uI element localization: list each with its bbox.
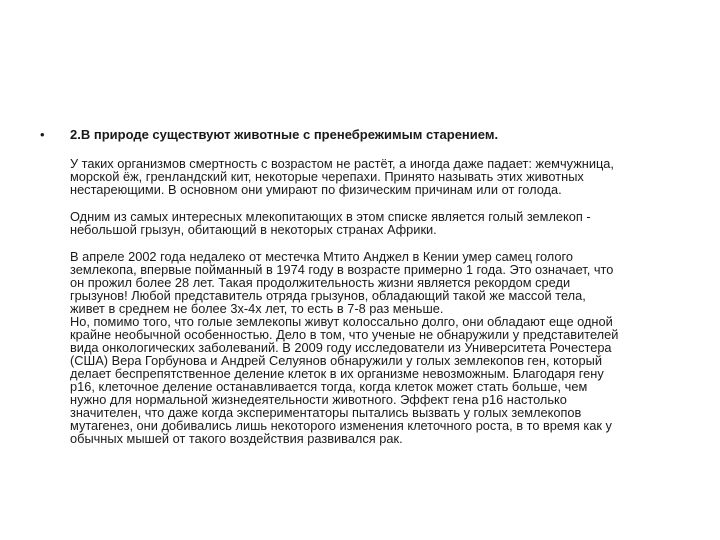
slide-heading: 2.В природе существуют животные с пренебрежимым старением. [70,127,499,142]
text-line: Но, помимо того, что голые землекопы живут колоссально долго, они обладают еще одной [70,314,613,329]
text-line: значителен, что даже когда экспериментаторы пытались вызвать у голых землекопов [70,405,582,420]
paragraph-mole-rat [70,210,682,236]
text-line: обычных мышей от такого воздействия развивался рак. [70,431,403,446]
text-line: мутагенез, они добивались лишь некоторого изменения клеточного роста, в то время как у [70,418,612,433]
paragraph-details [70,250,682,445]
text-line: живет в среднем не более 3х-4х лет, то есть в 7-8 раз меньше. [70,301,444,316]
text-line: делает беспрепятственное деление клеток в их организме невозможным. Благодаря гену [70,366,604,381]
text-line: небольшой грызун, обитающий в некоторых странах Африки. [70,222,437,237]
text-line: (США) Вера Горбунова и Андрей Селуянов обнаружили у голых землекопов ген, который [70,353,602,368]
text-line: грызунов! Любой представитель отряда грызунов, обладающий такой же массой тела, [70,288,586,303]
text-line: крайне необычной особенностью. Дело в том, что ученые не обнаружили у представителей [70,327,619,342]
slide-body [70,157,682,459]
text-line: нужно для нормальной жизнедеятельности животного. Эффект гена p16 настолько [70,392,567,407]
text-line: землекопа, впервые пойманный в 1974 году в возрасте примерно 1 года. Это означает, что [70,262,614,277]
text-line: В апреле 2002 года недалеко от местечка Мтито Анджел в Кении умер самец голого [70,249,574,264]
text-line: нестареющими. В основном они умирают по физическим причинам или от голода. [70,182,562,197]
text-line: Одним из самых интересных млекопитающих в этом списке является голый землекоп - [70,209,591,224]
text-line: p16, клеточное деление останавливается тогда, когда клеток может стать больше, чем [70,379,588,394]
text-line: У таких организмов смертность с возрастом не растёт, а иногда даже падает: жемчужница, [70,156,614,171]
bullet-marker: • [40,127,45,142]
text-line: вида онкологических заболеваний. В 2009 году исследователи из Университета Рочестера [70,340,612,355]
text-line: морской ёж, гренландский кит, некоторые черепахи. Принято называть этих животных [70,169,584,184]
text-line: он прожил более 28 лет. Такая продолжительность жизни является рекордом среди [70,275,571,290]
paragraph-intro [70,157,682,196]
